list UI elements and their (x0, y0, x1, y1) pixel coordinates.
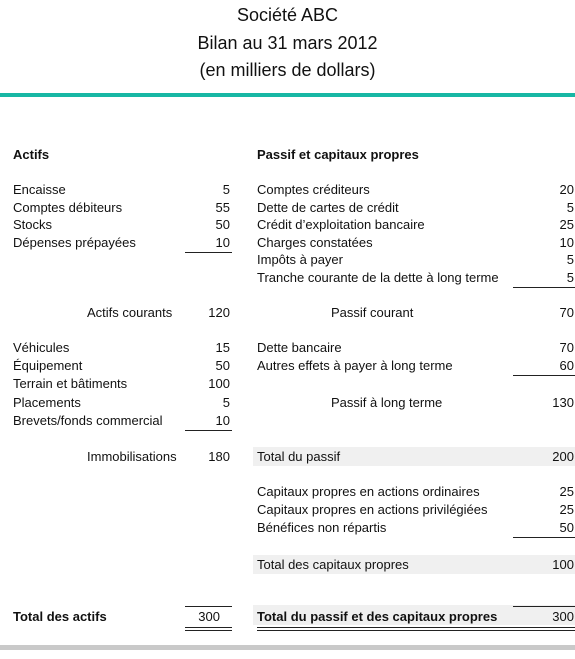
equity-value: 50 (559, 520, 574, 535)
asset-label: Terrain et bâtiments (13, 376, 128, 391)
total-liabilities-label: Total du passif (257, 449, 341, 464)
liability-label: Dette de cartes de crédit (257, 200, 399, 215)
asset-value: 100 (208, 376, 230, 391)
equity-label: Capitaux propres en actions privilégiées (257, 502, 488, 517)
grand-total-value: 300 (552, 609, 574, 624)
asset-label: Placements (13, 395, 81, 410)
subtotal-rule (185, 430, 232, 431)
liability-label: Impôts à payer (257, 252, 343, 267)
equity-total-value: 100 (552, 557, 574, 572)
long-term-liabilities-label: Passif à long terme (331, 395, 443, 410)
liability-label: Dette bancaire (257, 340, 342, 355)
company-name: Société ABC (236, 5, 339, 25)
liability-value: 20 (559, 182, 574, 197)
liability-value: 5 (566, 270, 574, 285)
liability-value: 5 (566, 200, 574, 215)
equity-label: Capitaux propres en actions ordinaires (257, 484, 480, 499)
equity-value: 25 (559, 502, 574, 517)
asset-label: Encaisse (13, 182, 66, 197)
liability-value: 25 (559, 217, 574, 232)
liability-label: Crédit d’exploitation bancaire (257, 217, 425, 232)
units-note: (en milliers de dollars) (199, 60, 376, 80)
asset-value: 15 (215, 340, 230, 355)
asset-label: Équipement (13, 358, 83, 373)
current-assets-label: Actifs courants (87, 305, 173, 320)
equity-total-label: Total des capitaux propres (257, 557, 409, 572)
subtotal-rule (513, 537, 575, 538)
double-rule (185, 627, 232, 628)
long-term-liabilities-value: 130 (552, 395, 574, 410)
liability-value: 10 (559, 235, 574, 250)
equity-label: Bénéfices non répartis (257, 520, 387, 535)
asset-label: Véhicules (13, 340, 70, 355)
total-rule-top (185, 606, 232, 607)
statement-title: Bilan au 31 mars 2012 (197, 33, 378, 53)
grand-total-label: Total du passif et des capitaux propres (257, 609, 498, 624)
liability-label: Comptes créditeurs (257, 182, 370, 197)
footer-divider (0, 645, 575, 650)
liability-label: Tranche courante de la dette à long terme (257, 270, 499, 285)
asset-label: Comptes débiteurs (13, 200, 123, 215)
asset-value: 50 (215, 217, 230, 232)
asset-value: 10 (215, 413, 230, 428)
current-assets-value: 120 (208, 305, 230, 320)
double-rule (257, 630, 575, 631)
asset-value: 5 (222, 395, 230, 410)
asset-value: 50 (215, 358, 230, 373)
liability-value: 70 (559, 340, 574, 355)
double-rule (185, 630, 232, 631)
current-liabilities-value: 70 (559, 305, 574, 320)
liability-label: Charges constatées (257, 235, 373, 250)
total-liabilities-value: 200 (552, 449, 574, 464)
assets-heading: Actifs (13, 147, 50, 162)
fixed-assets-value: 180 (208, 449, 230, 464)
double-rule (257, 627, 575, 628)
subtotal-rule (185, 252, 232, 253)
asset-value: 5 (222, 182, 230, 197)
asset-value: 10 (215, 235, 230, 250)
asset-value: 55 (215, 200, 230, 215)
header-divider (0, 93, 575, 97)
total-assets-label: Total des actifs (13, 609, 107, 624)
asset-label: Brevets/fonds commercial (13, 413, 163, 428)
liability-label: Autres effets à payer à long terme (257, 358, 453, 373)
asset-label: Dépenses prépayées (13, 235, 136, 250)
liabilities-heading: Passif et capitaux propres (257, 147, 419, 162)
fixed-assets-label: Immobilisations (87, 449, 177, 464)
liability-value: 5 (566, 252, 574, 267)
current-liabilities-label: Passif courant (331, 305, 414, 320)
asset-label: Stocks (13, 217, 53, 232)
liability-value: 60 (559, 358, 574, 373)
subtotal-rule (513, 375, 575, 376)
equity-value: 25 (559, 484, 574, 499)
total-rule-top (513, 606, 575, 607)
total-assets-value: 300 (198, 609, 220, 624)
subtotal-rule (513, 287, 575, 288)
